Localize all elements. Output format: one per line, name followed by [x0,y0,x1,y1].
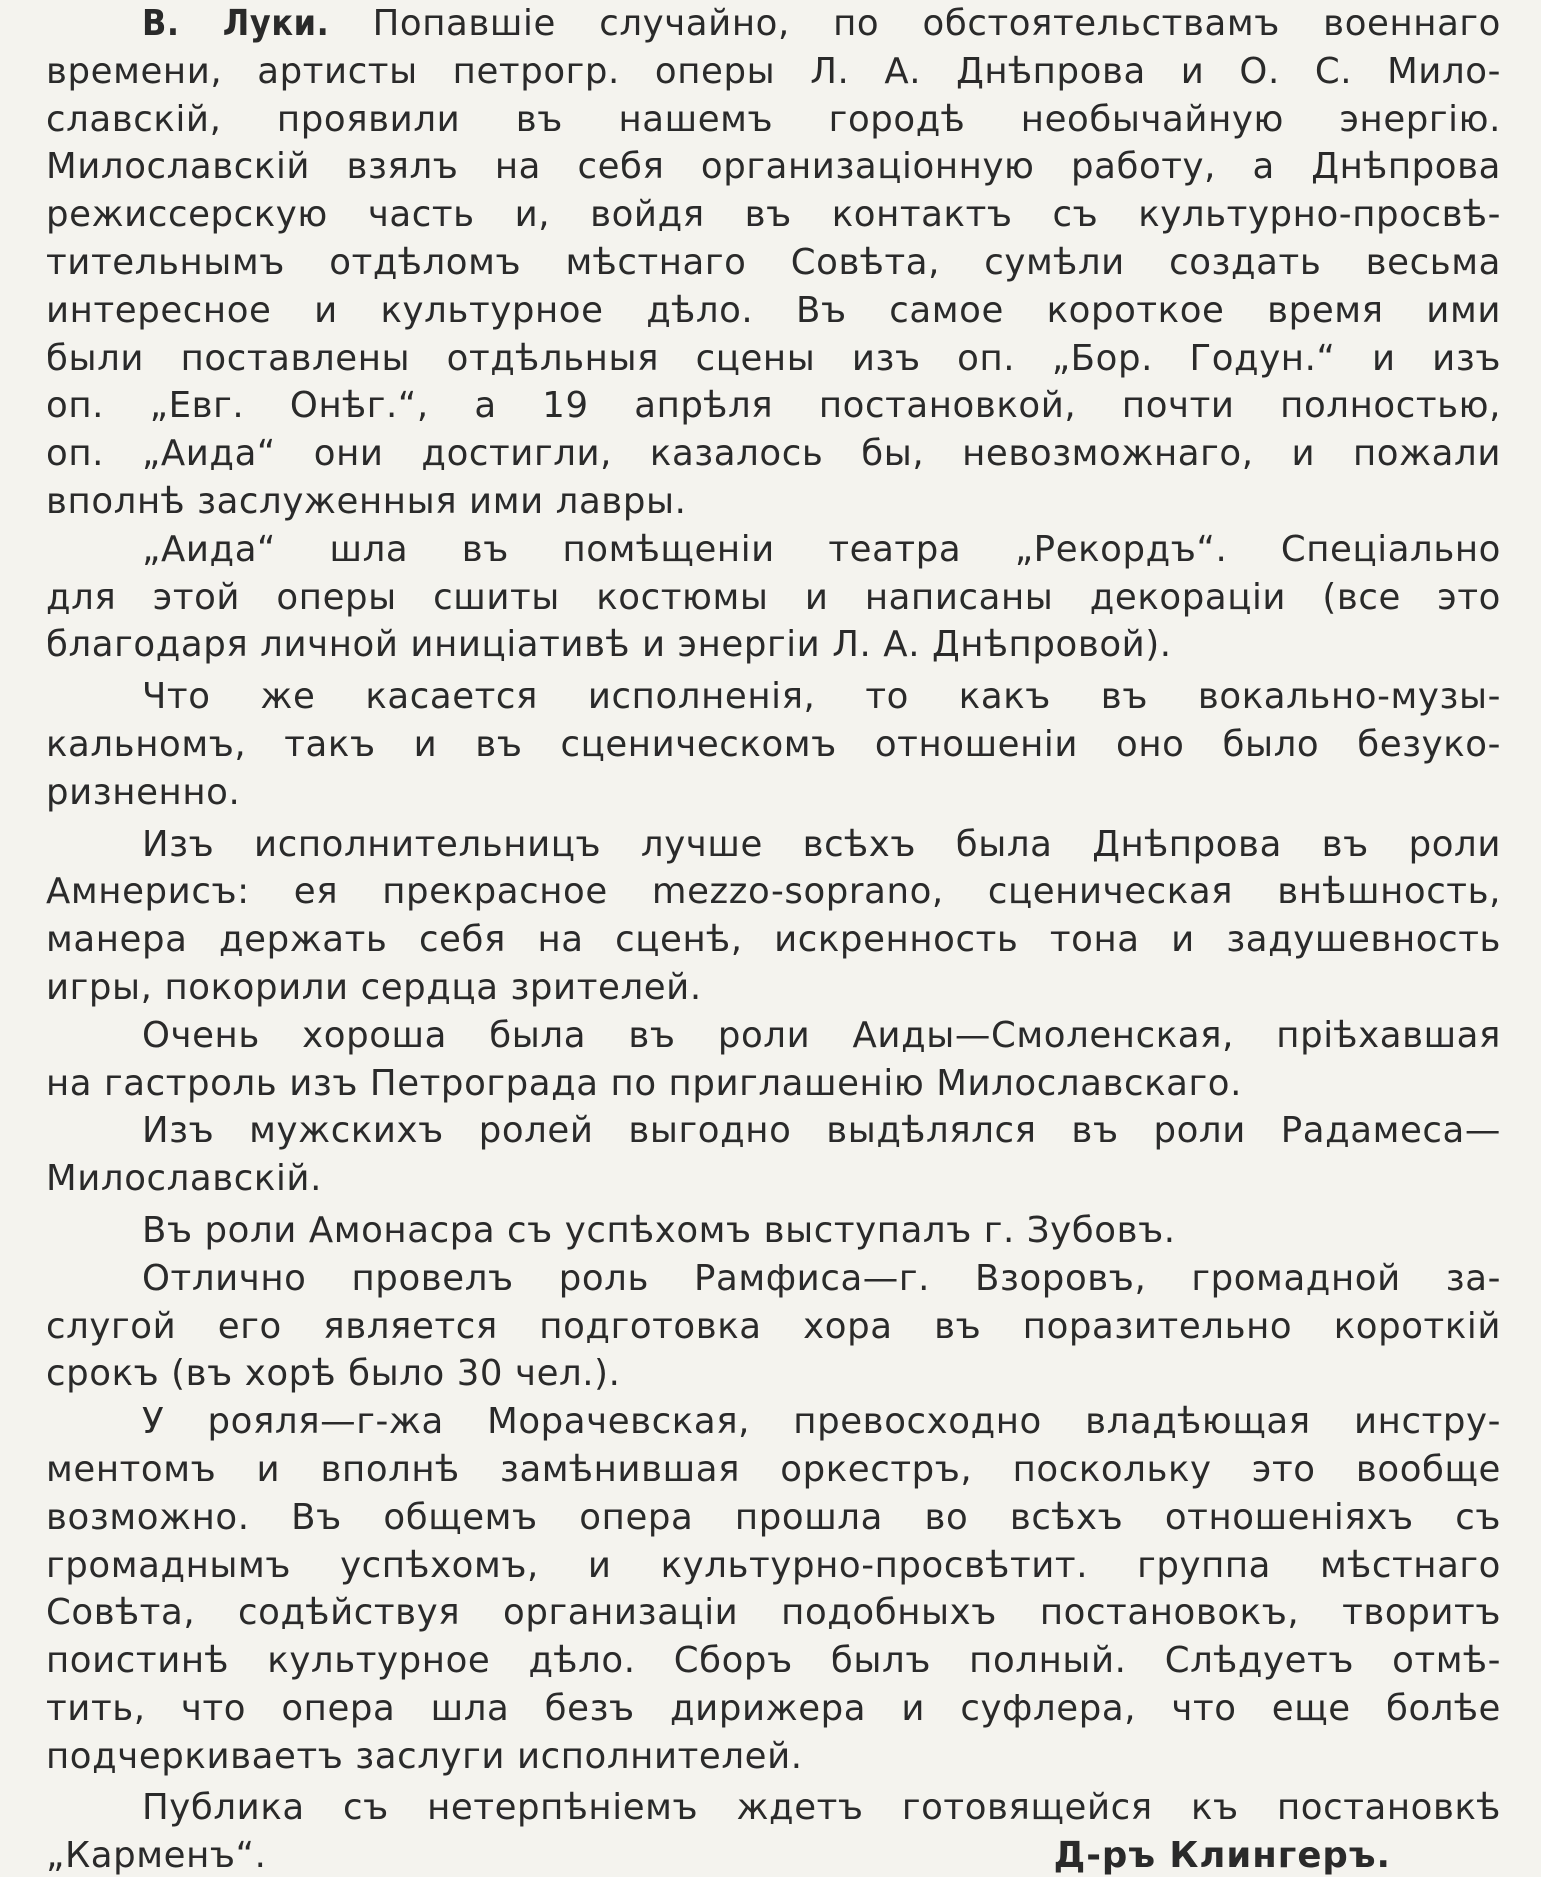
paragraph-9 [46,1398,1501,1780]
text-line: были поставлены отдѣльныя сцены изъ оп. „Бор. Годун.“ и изъ [46,337,1501,379]
paragraph-5 [46,1012,1501,1108]
text-line: оп. „Евг. Онѣг.“, а 19 апрѣля постановкой, почти полностью, [46,385,1501,427]
text-line: У рояля—г-жа Морачевская, превосходно владѣющая инстру- [142,1401,1501,1443]
text-line: Изъ мужскихъ ролей выгодно выдѣлялся въ роли Радамеса— [142,1110,1501,1152]
text-line: времени, артисты петрогр. оперы Л. А. Днѣпрова и О. С. Мило- [46,50,1501,92]
text-line: тить, что опера шла безъ дирижера и суфлера, что еще болѣе [46,1687,1501,1729]
text-line: В. Луки. Попавшіе случайно, по обстоятельствамъ военнаго [142,3,1501,44]
text-line: ментомъ и вполнѣ замѣнившая оркестръ, поскольку это вообще [46,1448,1501,1490]
dateline: В. Луки. [142,3,330,44]
text-line: игры, покорили сердца зрителей. [46,966,702,1008]
paragraph-3 [46,673,1501,816]
text-line: Что же касается исполненія, то какъ въ вокально-музы- [142,676,1501,718]
text-line: „Аида“ шла въ помѣщеніи театра „Рекордъ“. Спеціально [142,528,1501,570]
text-line: Милославскій. [46,1158,322,1200]
closing-line [46,1832,1501,1877]
paragraph-2 [46,526,1501,669]
text-line: Публика съ нетерпѣніемъ ждетъ готовящейся къ постановкѣ [142,1787,1501,1829]
paragraph-10 [46,1784,1501,1877]
text-line: срокъ (въ хорѣ было 30 чел.). [46,1353,621,1395]
text-line: оп. „Аида“ они достигли, казалось бы, невозможнаго, и пожали [46,433,1501,475]
text-line: Изъ исполнительницъ лучше всѣхъ была Днѣпрова въ роли [142,823,1501,865]
text-line: Очень хороша была въ роли Аиды—Смоленская, пріѣхавшая [142,1014,1501,1056]
text-line: кальномъ, такъ и въ сценическомъ отношеніи оно было безуко- [46,723,1501,765]
text-line: Милославскій взялъ на себя организаціонную работу, а Днѣпрова [46,146,1501,188]
text-line: тительнымъ отдѣломъ мѣстнаго Совѣта, сумѣли создать весьма [46,241,1501,283]
text-line: ризненно. [46,771,241,813]
paragraph-7 [46,1207,1501,1255]
text-line: режиссерскую часть и, войдя въ контактъ съ культурно-просвѣ- [46,194,1501,236]
text-line: возможно. Въ общемъ опера прошла во всѣхъ отношеніяхъ съ [46,1496,1501,1538]
paragraph-8 [46,1255,1501,1398]
paragraph-4 [46,821,1501,1012]
text-line: для этой оперы сшиты костюмы и написаны декораціи (все это [46,576,1501,618]
text-line: громаднымъ успѣхомъ, и культурно-просвѣтит. группа мѣстнаго [46,1544,1501,1586]
text-line: манера держать себя на сценѣ, искренность тона и задушевность [46,919,1501,961]
text-line: поистинѣ культурное дѣло. Сборъ былъ полный. Слѣдуетъ отмѣ- [46,1640,1501,1682]
author-signature: Д-ръ Клингеръ. [1053,1835,1391,1877]
text-line: „Карменъ“. [46,1835,267,1877]
text-line: благодаря личной иниціативѣ и энергіи Л. А. Днѣпровой). [46,624,1172,666]
text-line: Амнерисъ: ея прекрасное mezzo-soprano, сценическая внѣшность, [46,871,1501,913]
text-line: Отлично провелъ роль Рамфиса—г. Взоровъ, громадной за- [142,1257,1501,1299]
article-column [46,0,1501,1877]
text-line: на гастроль изъ Петрограда по приглашенію Милославскаго. [46,1062,1242,1104]
text-line: вполнѣ заслуженныя ими лавры. [46,480,687,522]
text-line: славскій, проявили въ нашемъ городѣ необычайную энергію. [46,98,1501,140]
text-line: Въ роли Амонасра съ успѣхомъ выступалъ г. Зубовъ. [142,1209,1176,1251]
paragraph-1 [46,0,1501,526]
paragraph-6 [46,1107,1501,1203]
text-line: подчеркиваетъ заслуги исполнителей. [46,1735,803,1777]
text-line: интересное и культурное дѣло. Въ самое короткое время ими [46,289,1501,331]
text-line: Совѣта, содѣйствуя организаціи подобныхъ постановокъ, творитъ [46,1592,1501,1634]
text-line: слугой его является подготовка хора въ поразительно короткій [46,1305,1501,1347]
